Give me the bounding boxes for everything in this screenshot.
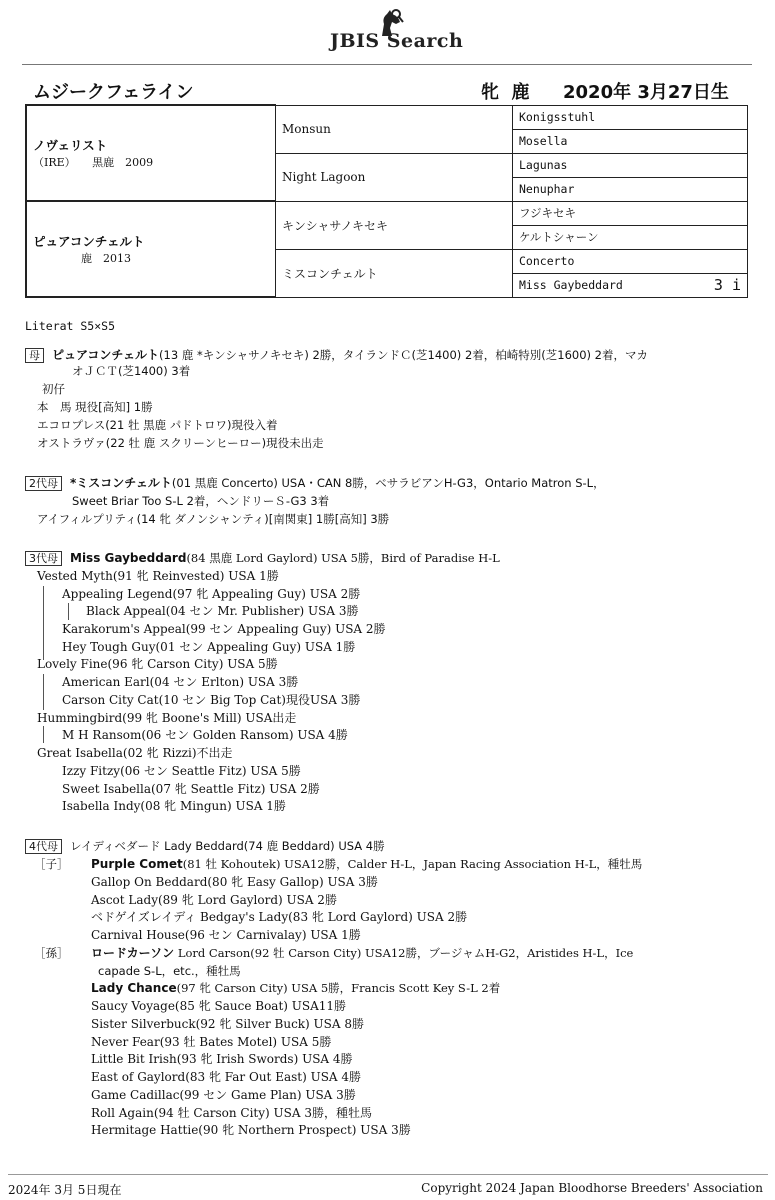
pedigree-table <box>25 104 748 298</box>
g3-row: Hummingbird(99 牝 Boone's Mill) USA出走 <box>37 711 297 725</box>
g2-section-name: *ミスコンチェルト <box>70 476 172 490</box>
g4-line-1: 4代母 レイディベダード Lady Beddard(74 鹿 Beddard) USA 4勝 <box>25 838 385 854</box>
tree-line-1 <box>43 586 44 660</box>
g4-grandchild: Sister Silverbuck(92 牝 Silver Buck) USA 8勝 <box>91 1017 365 1031</box>
g3-cell-4[interactable]: Nenuphar <box>513 177 748 201</box>
grandchild-label: ［孫］ <box>34 946 69 960</box>
sire-info: （IRE） 黒鹿 2009 <box>33 156 154 169</box>
g2-line-1: 2代母 *ミスコンチェルト(01 黒鹿 Concerto) USA・CAN 8勝，ベサラビアンH-G3，Ontario Matron S-L， <box>25 475 605 491</box>
g3-line-1: 3代母 Miss Gaybeddard(84 黒鹿 Lord Gaylord) USA 5勝，Bird of Paradise H-L <box>25 550 500 566</box>
g3-row: Black Appeal(04 セン Mr. Publisher) USA 3勝 <box>86 604 359 618</box>
dam-line-1: 母 ピュアコンチェルト(13 鹿 *キンシャサノキセキ) 2勝，タイランドＣ(芝1400) 2着，柏崎特別(芝1600) 2着，マカ <box>25 347 648 363</box>
g4-grandchild-1-line-2: capade S-L，etc.，種牡馬 <box>98 964 241 978</box>
horse-name: ムジークフェライン <box>33 82 194 103</box>
horse-sex-color: 牝 鹿 <box>481 82 530 103</box>
g2-line-2: Sweet Briar Too S-L 2着，ヘンドリーＳ-G3 3着 <box>72 494 330 508</box>
g4-tag: 4代母 <box>25 839 62 854</box>
g4-child: Gallop On Beddard(80 牝 Easy Gallop) USA 3勝 <box>91 875 378 889</box>
header-divider <box>22 64 752 65</box>
g4-grandchild: Little Bit Irish(93 牝 Irish Swords) USA 4勝 <box>91 1052 353 1066</box>
g4-grandchild-2: Lady Chance(97 牝 Carson City) USA 5勝，Francis Scott Key S-L 2着 <box>91 981 501 995</box>
g3-cell-7[interactable]: Concerto <box>513 249 748 273</box>
dam-section-name: ピュアコンチェルト <box>52 348 160 362</box>
inbreed-count: 3 i <box>713 275 741 294</box>
g4-grandchild-1: ロードカーソン Lord Carson(92 牡 Carson City) USA12勝，ブージャムH-G2，Aristides H-L，Ice <box>91 946 634 960</box>
g3-cell-5[interactable]: フジキセキ <box>513 201 748 225</box>
sire-dam-cell[interactable]: Night Lagoon <box>276 153 513 201</box>
g3-row: Vested Myth(91 牝 Reinvested) USA 1勝 <box>37 569 279 583</box>
dam-self: 本 馬 現役[高知] 1勝 <box>37 400 153 414</box>
dam-info: 鹿 2013 <box>81 252 131 265</box>
g4-child: ベドゲイズレイディ Bedgay's Lady(83 牝 Lord Gaylord) USA 2勝 <box>91 910 468 924</box>
g3-row: M H Ransom(06 セン Golden Ransom) USA 4勝 <box>62 728 348 742</box>
sire-name: ノヴェリスト <box>33 138 108 153</box>
g2-child-1: アイフィルプリティ(14 牝 ダノンシャンティ)[南関東] 1勝[高知] 3勝 <box>37 512 390 526</box>
footer-copyright: Copyright 2024 Japan Bloodhorse Breeders' Association <box>421 1181 763 1195</box>
g3-row: Karakorum's Appeal(99 セン Appealing Guy) USA 2勝 <box>62 622 386 636</box>
dam-sibling-1: エコロプレス(21 牡 黒鹿 パドトロワ)現役入着 <box>37 418 278 432</box>
tree-line-2 <box>68 603 69 620</box>
dam-tag: 母 <box>25 348 44 363</box>
g4-child: Carnival House(96 セン Carnivalay) USA 1勝 <box>91 928 361 942</box>
g4-grandchild: East of Gaylord(83 牝 Far Out East) USA 4勝 <box>91 1070 362 1084</box>
g3-cell-1[interactable]: Konigsstuhl <box>513 105 748 129</box>
g3-cell-8[interactable]: Miss Gaybeddard 3 i <box>513 273 748 297</box>
g3-cell-6[interactable]: ケルトシャーン <box>513 225 748 249</box>
g3-row: Sweet Isabella(07 牝 Seattle Fitz) USA 2勝 <box>62 782 320 796</box>
g4-grandchild: Saucy Voyage(85 牝 Sauce Boat) USA11勝 <box>91 999 347 1013</box>
g4-grandchild: Game Cadillac(99 セン Game Plan) USA 3勝 <box>91 1088 356 1102</box>
g4-grandchild: Roll Again(94 牡 Carson City) USA 3勝，種牡馬 <box>91 1106 372 1120</box>
g3-row: Appealing Legend(97 牝 Appealing Guy) USA 2勝 <box>62 587 361 601</box>
page-header <box>0 0 775 62</box>
g3-row: Hey Tough Guy(01 セン Appealing Guy) USA 1勝 <box>62 640 356 654</box>
g3-row: Isabella Indy(08 牝 Mingun) USA 1勝 <box>62 799 286 813</box>
g3-tag: 3代母 <box>25 551 62 566</box>
sire-sire-cell[interactable]: Monsun <box>276 105 513 153</box>
dam-sibling-2: オストラヴァ(22 牡 鹿 スクリーンヒーロー)現役未出走 <box>37 436 324 450</box>
g3-cell-2[interactable]: Mosella <box>513 129 748 153</box>
dam-cell[interactable] <box>26 201 276 297</box>
g3-cell-3[interactable]: Lagunas <box>513 153 748 177</box>
dam-dam-cell[interactable]: ミスコンチェルト <box>276 249 513 297</box>
g4-grandchild: Never Fear(93 牡 Bates Motel) USA 5勝 <box>91 1035 332 1049</box>
child-label: ［子］ <box>34 857 69 871</box>
dam-name: ピュアコンチェルト <box>33 234 145 249</box>
dam-line-2: オＪＣＴ(芝1400) 3着 <box>72 364 191 378</box>
dam-sire-cell[interactable]: キンシャサノキセキ <box>276 201 513 249</box>
horse-birth: 2020年 3月27日生 <box>563 82 729 103</box>
footer-date: 2024年 3月 5日現在 <box>8 1183 122 1197</box>
g3-row: American Earl(04 セン Erlton) USA 3勝 <box>62 675 299 689</box>
horse-title <box>33 78 733 102</box>
g3-row: Carson City Cat(10 セン Big Top Cat)現役USA 3勝 <box>62 693 361 707</box>
g3-section-name: Miss Gaybeddard <box>70 551 187 565</box>
g4-child: Ascot Lady(89 牝 Lord Gaylord) USA 2勝 <box>91 893 337 907</box>
inbreeding-note: Literat S5×S5 <box>25 319 116 333</box>
tree-line-4 <box>43 726 44 743</box>
footer-divider <box>8 1174 768 1175</box>
jbis-logo[interactable] <box>330 8 464 56</box>
tree-line-3 <box>43 674 44 710</box>
sire-cell[interactable] <box>26 105 276 201</box>
g2-tag: 2代母 <box>25 476 62 491</box>
g3-row: Izzy Fitzy(06 セン Seattle Fitz) USA 5勝 <box>62 764 301 778</box>
logo-text: JBIS Search <box>330 30 464 52</box>
g4-grandchild: Hermitage Hattie(90 牝 Northern Prospect) USA 3勝 <box>91 1123 411 1137</box>
g3-row: Lovely Fine(96 牝 Carson City) USA 5勝 <box>37 657 278 671</box>
dam-first: 初仔 <box>42 382 65 396</box>
g3-row: Great Isabella(02 牝 Rizzi)不出走 <box>37 746 233 760</box>
g4-child-1: Purple Comet(81 牡 Kohoutek) USA12勝，Calder H-L，Japan Racing Association H-L，種牡馬 <box>91 857 643 871</box>
